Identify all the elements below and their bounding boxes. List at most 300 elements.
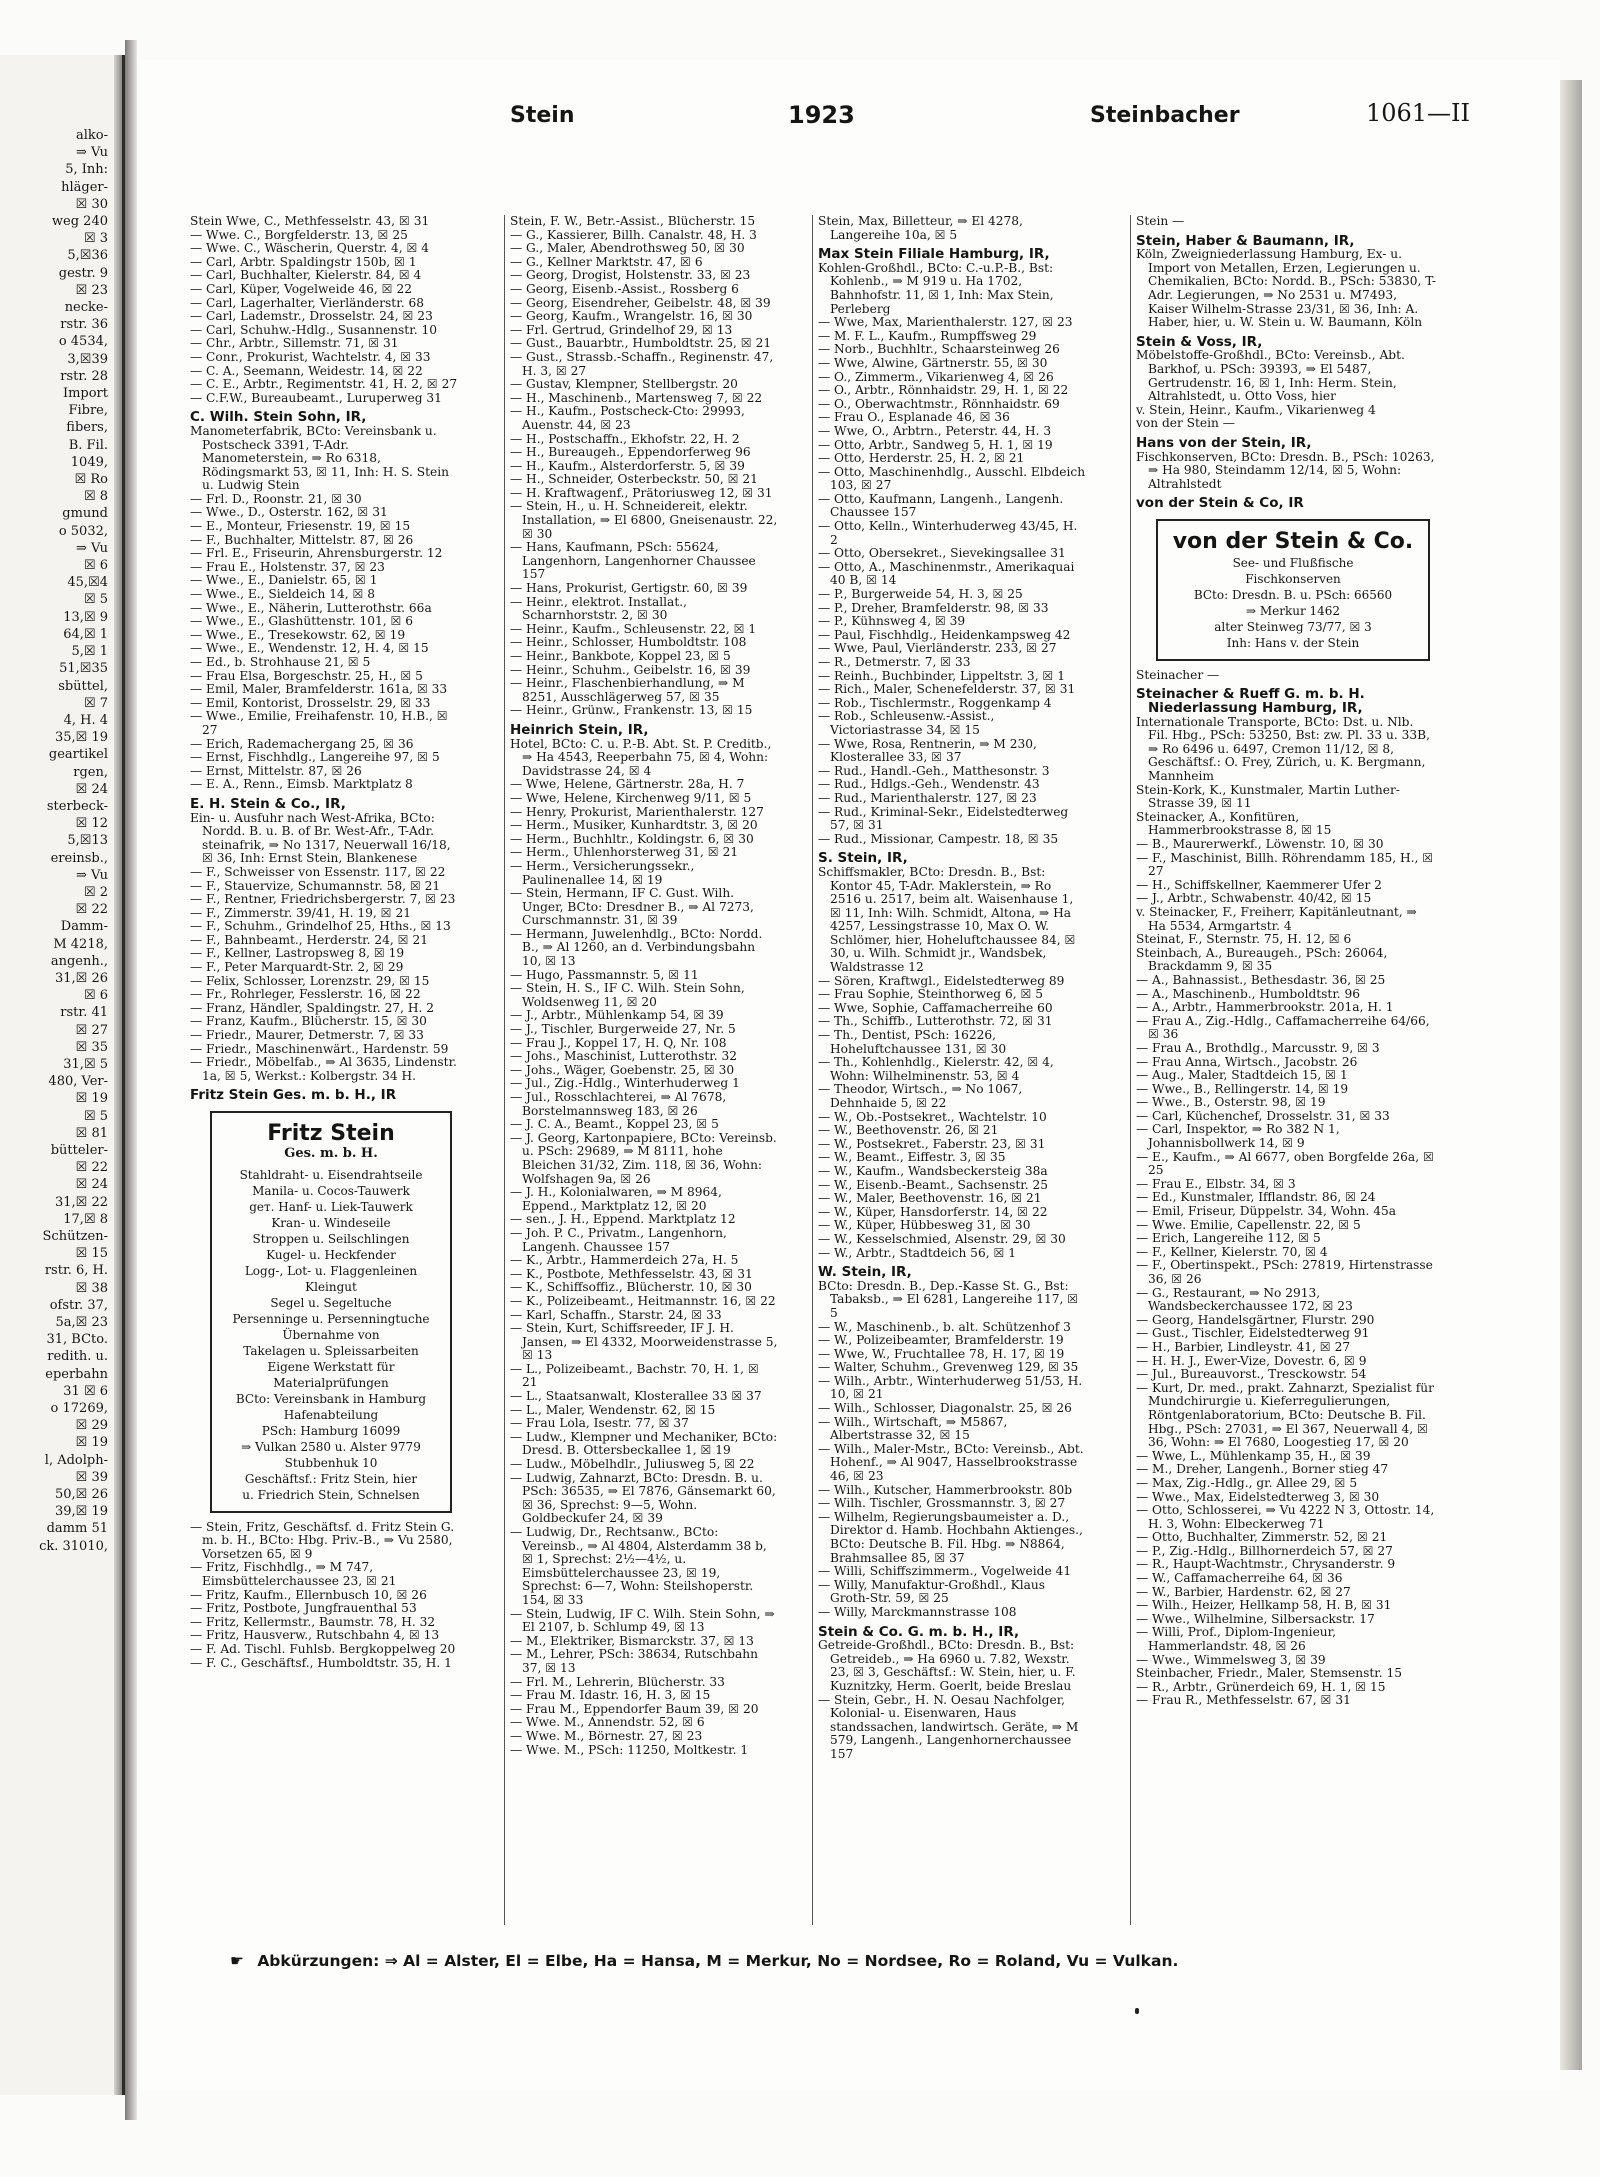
previous-page-fragment: redith. u. — [47, 1349, 108, 1365]
directory-entry: — W., Kesselschmied, Alsenstr. 29, ☒ 30 — [818, 1231, 1066, 1246]
previous-page-fragment: 480, Ver- — [48, 1074, 108, 1090]
header-page-number: 1061—II — [1365, 99, 1470, 127]
previous-page-fragment: hläger- — [61, 179, 108, 195]
directory-entry: — B., Maurerwerkf., Löwenstr. 10, ☒ 30 — [1136, 837, 1384, 851]
directory-entry: — Paul, Fischhdlg., Heidenkampsweg 42 — [818, 627, 1071, 642]
previous-page-fragment: 4, H. 4 — [63, 712, 108, 728]
book-gutter — [125, 40, 137, 2120]
directory-entry: — Fr., Rohrleger, Fesslerstr. 16, ☒ 22 — [190, 987, 421, 1002]
directory-entry: — Frau Lola, Isestr. 77, ☒ 37 — [510, 1416, 689, 1431]
ad-line: Persenninge u. Persenningtuche — [232, 1311, 430, 1326]
directory-entry: — Theodor, Wirtsch., ⇒ No 1067, Dehnhaide 5, ☒ 22 — [818, 1082, 1023, 1110]
directory-entry: — Ed., b. Strohhause 21, ☒ 5 — [190, 655, 371, 669]
ad-line: Takelagen u. Spleissarbeiten — [243, 1343, 419, 1358]
directory-entry: — Otto, Kelln., Winterhuderweg 43/45, H. 2 — [818, 519, 1078, 547]
directory-entry: — Fritz, Kaufm., Ellernbusch 10, ☒ 26 — [190, 1587, 427, 1602]
directory-entry: — K., Arbtr., Hammerdeich 27a, H. 5 — [510, 1253, 739, 1268]
ad-line: Kleingut — [305, 1279, 357, 1294]
header-right-keyword: Steinbacher — [1090, 103, 1240, 128]
directory-entry: — Wwe., E., Danielstr. 65, ☒ 1 — [190, 573, 378, 588]
directory-entry: — Rob., Tischlermstr., Roggenkamp 4 — [818, 695, 1052, 710]
firm-details: Internationale Transporte, BCto: Dst. u. Nlb. Fil. Hbg., PSch: 53250, Bst: zw. Pl. 33 u. 33B, ⇒ Ro 6496 u. 6497, Cremon 11/12, ☒ 8, Geschäftsf.: O. Frey, Zürich, u. K. Bergmann, Mannheim — [1136, 714, 1430, 784]
directory-entry: — O., Zimmerm., Vikarienweg 4, ☒ 26 — [818, 369, 1054, 384]
directory-entry: — Otto, Buchhalter, Zimmerstr. 52, ☒ 21 — [1136, 1530, 1388, 1545]
directory-entry: — Th., Kohlenhdlg., Kielerstr. 42, ☒ 4, Wohn: Wilhelminenstr. 53, ☒ 4 — [818, 1055, 1054, 1083]
directory-entry: — Wwe, Helene, Gärtnerstr. 28a, H. 7 — [510, 777, 745, 792]
directory-entry: — Johs., Maschinist, Lutterothstr. 32 — [510, 1049, 737, 1064]
directory-entry: — J. H., Kolonialwaren, ⇒ M 8964, Eppend., Marktplatz 12, ☒ 20 — [510, 1185, 722, 1213]
page-right-edge — [1560, 80, 1582, 2070]
previous-page-fragment: ☒ 35 — [75, 1039, 108, 1055]
firm-details: Getreide-Großhdl., BCto: Dresdn. B., Bst: Getreideb., ⇒ Ha 6960 u. 7.82, Wexstr. 23, ☒ 3, Geschäftsf.: W. Stein, hier, u. F. Kuznitzky, Herm. Goerlt, beide Breslau — [818, 1638, 1076, 1693]
directory-entry: — Friedr., Maurer, Detmerstr. 7, ☒ 33 — [190, 1028, 424, 1043]
directory-entry: — Wwe., Wimmelsweg 3, ☒ 39 — [1136, 1652, 1326, 1667]
previous-page-fragment: l, Adolph- — [44, 1452, 108, 1468]
ad-line: Manila- u. Cocos-Tauwerk — [252, 1183, 410, 1198]
firm-details: Schiffsmakler, BCto: Dresdn. B., Bst: Kontor 45, T-Adr. Maklerstein, ⇒ Ro 2516 u. 2517, beim alt. Waisenhause 1, ☒ 11, Inh: Wilh. Schmidt, Altona, ⇒ Ha 4257, Lessingstrasse 10, Max O. W. Schlömer, hier, Hoheluftchaussee 84, ☒ 30, u. Wilh. Schmidt jr., Wandsbek, Waldstrasse 12 — [818, 864, 1076, 975]
directory-entry: — Wwe., Wilhelmine, Silbersackstr. 17 — [1136, 1611, 1375, 1626]
directory-entry: — Rud., Handl.-Geh., Matthesonstr. 3 — [818, 763, 1050, 778]
directory-entry: — Wwe., E., Glashüttenstr. 101, ☒ 6 — [190, 614, 414, 629]
directory-entry: — Ludw., Klempner und Mechaniker, BCto: Dresd. B. Ottersbeckallee 1, ☒ 19 — [510, 1429, 778, 1458]
directory-entry: — Frau A., Brothdlg., Marcusstr. 9, ☒ 3 — [1136, 1040, 1380, 1055]
directory-entry: — Ernst, Mittelstr. 87, ☒ 26 — [190, 763, 362, 778]
header-year: 1923 — [788, 101, 855, 129]
firm-details: Manometerfabrik, BCto: Vereinsbank u. Postscheck 3391, T-Adr. Manometerstein, ⇒ Ro 6318, Rödingsmarkt 53, ☒ 11, Inh: H. S. Stein u. Ludwig Stein — [190, 423, 449, 493]
previous-page-fragment: 1049, — [70, 454, 108, 470]
ad-line: Materialprüfungen — [273, 1375, 389, 1390]
directory-entry: — Th., Schiffb., Lutterothstr. 72, ☒ 31 — [818, 1014, 1053, 1029]
directory-entry: — Hans, Kaufmann, PSch: 55624, Langenhorn, Langenhorner Chaussee 157 — [510, 540, 756, 582]
directory-entry: — Wwe., E., Tresekowstr. 62, ☒ 19 — [190, 627, 406, 642]
firm-heading: Stein & Voss, IR, — [1136, 333, 1263, 350]
directory-entry: — Carl, Arbtr. Spaldingstr 150b, ☒ 1 — [190, 254, 417, 269]
directory-entry: — Carl, Küper, Vogelweide 46, ☒ 22 — [190, 281, 412, 296]
directory-entry: — Max, Zig.-Hdlg., gr. Allee 29, ☒ 5 — [1136, 1475, 1358, 1490]
previous-page-fragment: fibers, — [66, 420, 108, 436]
firm-details: Hotel, BCto: C. u. P.-B. Abt. St. P. Creditb., ⇒ Ha 4543, Reeperbahn 75, ☒ 4, Wohn: Davidstrasse 24, ☒ 4 — [510, 736, 772, 778]
directory-entry: — H., Schiffskellner, Kaemmerer Ufer 2 — [1136, 877, 1382, 892]
previous-page-fragment: ☒ 30 — [75, 196, 108, 212]
directory-entry: — Rich., Maler, Schenefelderstr. 37, ☒ 31 — [818, 682, 1076, 697]
firm-heading: Steinacher & Rueff G. m. b. H. Niederlassung Hamburg, IR, — [1136, 686, 1365, 717]
ad-line: Segel u. Segeltuche — [270, 1295, 392, 1310]
directory-entry: — W., Ob.-Postsekret., Wachtelstr. 10 — [818, 1109, 1047, 1124]
directory-entry: — Wilh., Kutscher, Hammerbrookstr. 80b — [818, 1482, 1073, 1497]
previous-page-fragment: sbüttel, — [58, 678, 108, 694]
directory-entry: — Herm., Buchhltr., Koldingstr. 6, ☒ 30 — [510, 831, 754, 846]
firm-details: Fischkonserven, BCto: Dresdn. B., PSch: 10263, ⇒ Ha 980, Steindamm 12/14, ☒ 5, Wohn: Altrahlstedt — [1136, 449, 1435, 491]
directory-entry: — L., Staatsanwalt, Klosterallee 33 ☒ 37 — [510, 1389, 762, 1404]
directory-entry: — Willy, Manufaktur-Großhdl., Klaus Groth-Str. 59, ☒ 25 — [818, 1577, 1045, 1606]
directory-entry: — L., Maler, Wendenstr. 62, ☒ 15 — [510, 1402, 716, 1417]
directory-entry: — Ed., Kunstmaler, Ifflandstr. 86, ☒ 24 — [1136, 1190, 1376, 1205]
previous-page-fragment: rstr. 6, H. — [44, 1263, 108, 1279]
directory-entry: — Wwe, W., Fruchtallee 78, H. 17, ☒ 19 — [818, 1346, 1065, 1361]
directory-entry: — Wwe., Emilie, Freihafenstr. 10, H.B., ☒ 27 — [190, 709, 448, 737]
directory-entry: — Gust., Bauarbtr., Humboldtstr. 25, ☒ 21 — [510, 336, 772, 351]
directory-entry: — C.F.W., Bureaubeamt., Luruperweg 31 — [190, 390, 442, 405]
directory-entry: — Wwe, L., Mühlenkamp 35, H., ☒ 39 — [1136, 1448, 1371, 1463]
directory-entry: — Otto, Schlosserei, ⇒ Vu 4222 N 3, Ottostr. 14, H. 3, Wohn: Elbeckerweg 71 — [1136, 1503, 1435, 1531]
directory-entry: — J. C. A., Beamt., Koppel 23, ☒ 5 — [510, 1117, 719, 1132]
previous-page-fragment: gmund — [62, 506, 108, 522]
directory-entry: — Th., Dentist, PSch: 16226, Hoheluftchaussee 131, ☒ 30 — [818, 1028, 1007, 1056]
previous-page-fragment: 31,☒ 5 — [63, 1056, 108, 1072]
directory-entry: — F., Stauervize, Schumannstr. 58, ☒ 21 — [190, 878, 441, 893]
directory-entry: — Rud., Missionar, Campestr. 18, ☒ 35 — [818, 831, 1059, 846]
previous-page-fragment: 5, Inh: — [65, 162, 108, 178]
previous-page-fragment: 31,☒ 26 — [54, 970, 108, 986]
directory-entry: — Walter, Schuhm., Grevenweg 129, ☒ 35 — [818, 1360, 1079, 1375]
previous-page-fragment: 45,☒4 — [67, 575, 108, 591]
directory-entry: — Heinr., Schuhm., Geibelstr. 16, ☒ 39 — [510, 662, 751, 677]
directory-entry: — Wilh., Schlosser, Diagonalstr. 25, ☒ 26 — [818, 1401, 1072, 1416]
ad-title: Fritz Stein — [267, 1121, 395, 1146]
ad-line: alter Steinweg 73/77, ☒ 3 — [1214, 619, 1372, 634]
directory-entry: — Heinr., Schlosser, Humboldtstr. 108 — [510, 635, 747, 650]
directory-entry: — Karl, Schaffn., Starstr. 24, ☒ 33 — [510, 1307, 722, 1322]
previous-page-fragment: ☒ 24 — [75, 781, 108, 797]
previous-page-fragment: 5,☒ 1 — [71, 644, 108, 660]
directory-entry: — Wwe., E., Wendenstr. 12, H. 4, ☒ 15 — [190, 641, 429, 656]
directory-entry: — Friedr., Maschinenwärt., Hardenstr. 59 — [190, 1041, 449, 1056]
directory-entry: — Gust., Strassb.-Schaffn., Reginenstr. 47, H. 3, ☒ 27 — [510, 349, 774, 378]
firm-heading: Hans von der Stein, IR, — [1136, 434, 1312, 451]
directory-entry: — Reinh., Buchbinder, Lippeltstr. 3, ☒ 1 — [818, 668, 1065, 683]
previous-page-fragment: rstr. 41 — [60, 1005, 108, 1021]
previous-page-fragment: 39,☒ 19 — [54, 1504, 108, 1520]
directory-entry: — G., Kellner Marktstr. 47, ☒ 6 — [510, 254, 703, 269]
directory-entry: — H. H. J., Ewer-Vize, Dovestr. 6, ☒ 9 — [1136, 1353, 1367, 1368]
directory-entry: — J., Arbtr., Mühlenkamp 54, ☒ 39 — [510, 1008, 724, 1023]
directory-entry: — W., Polizeibeamter, Bramfelderstr. 19 — [818, 1333, 1064, 1348]
directory-entry: — Otto, Obersekret., Sievekingsallee 31 — [818, 546, 1066, 561]
directory-entry: — H., Bureaugeh., Eppendorferweg 96 — [510, 445, 751, 460]
previous-page-fragment: ☒ 6 — [83, 988, 108, 1004]
previous-page-fragment: ☒ 38 — [75, 1280, 108, 1296]
previous-page-fragment: 31,☒ 22 — [54, 1194, 108, 1210]
directory-entry: — Frau M., Eppendorfer Baum 39, ☒ 20 — [510, 1701, 759, 1716]
directory-entry: — M., Dreher, Langenh., Borner stieg 47 — [1136, 1462, 1389, 1477]
directory-entry: — Willi, Prof., Diplom-Ingenieur, Hammerlandstr. 48, ☒ 26 — [1136, 1625, 1337, 1654]
firm-heading: S. Stein, IR, — [818, 850, 908, 867]
previous-page-edge — [0, 55, 125, 2095]
directory-entry: von der Stein — — [1136, 416, 1235, 431]
directory-entry: — Frl. E., Friseurin, Ahrensburgerstr. 12 — [190, 546, 443, 561]
directory-entry: — Rob., Schleusenw.-Assist., Victoriastrasse 34, ☒ 15 — [818, 709, 995, 737]
directory-entry: — Georg, Drogist, Holstenstr. 33, ☒ 23 — [510, 268, 751, 283]
directory-entry: Stein, F. W., Betr.-Assist., Blücherstr. 15 — [510, 215, 756, 228]
ad-line: Hafenabteilung — [283, 1407, 379, 1422]
directory-entry: — M. F. L., Kaufm., Rumpffsweg 29 — [818, 328, 1037, 343]
directory-entry: — Franz, Händler, Spaldingstr. 27, H. 2 — [190, 1000, 434, 1015]
directory-entry: — Wilh. Tischler, Grossmannstr. 3, ☒ 27 — [818, 1496, 1066, 1511]
previous-page-fragment: ⇒ Vu — [76, 145, 108, 161]
ad-line: ⇒ Vulkan 2580 u. Alster 9779 — [241, 1439, 421, 1454]
directory-column-3 — [818, 215, 1086, 1762]
directory-entry: — M., Lehrer, PSch: 38634, Rutschbahn 37, ☒ 13 — [510, 1647, 758, 1675]
previous-page-fragment: 31, BCto. — [46, 1332, 108, 1348]
directory-entry: — Herm., Musiker, Kunhardtstr. 3, ☒ 20 — [510, 818, 758, 833]
previous-page-fragment: 64,☒ 1 — [63, 626, 108, 642]
ad-line: BCto: Vereinsbank in Hamburg — [235, 1391, 427, 1406]
directory-entry: — Frau E., Elbstr. 34, ☒ 3 — [1136, 1176, 1296, 1191]
directory-entry: — H., Kaufm., Postscheck-Cto: 29993, Auenstr. 44, ☒ 23 — [510, 404, 745, 432]
previous-page-fragment: 5,☒13 — [67, 833, 108, 849]
previous-page-fragment: bütteler- — [50, 1142, 108, 1158]
abbreviations-footer — [230, 1952, 1450, 1970]
ad-line: geт. Hanf- u. Liek-Tauwerk — [249, 1199, 413, 1214]
directory-entry: — Wwe, O., Arbtrn., Peterstr. 44, H. 3 — [818, 423, 1052, 438]
directory-entry: — J., Tischler, Burgerweide 27, Nr. 5 — [510, 1022, 736, 1037]
firm-heading: Fritz Stein Ges. m. b. H., IR — [190, 1087, 397, 1104]
directory-entry: — Carl, Lagerhalter, Vierländerstr. 68 — [190, 295, 424, 310]
directory-entry: — Frau R., Methfesselstr. 67, ☒ 31 — [1136, 1693, 1351, 1708]
directory-entry: — Wwe. Emilie, Capellenstr. 22, ☒ 5 — [1136, 1217, 1361, 1232]
directory-entry: — C. A., Seemann, Weidestr. 14, ☒ 22 — [190, 363, 423, 378]
directory-entry: — P., Zig.-Hdlg., Billhornerdeich 57, ☒ 27 — [1136, 1543, 1393, 1558]
directory-entry: — Heinr., Flaschenbierhandlung, ⇒ M 8251, Ausschlägerweg 57, ☒ 35 — [510, 676, 745, 704]
directory-entry: — Franz, Kaufm., Blücherstr. 15, ☒ 30 — [190, 1014, 427, 1029]
previous-page-fragment: ofstr. 37, — [49, 1297, 108, 1313]
directory-entry: — Georg, Eisendreher, Geibelstr. 48, ☒ 39 — [510, 295, 771, 310]
previous-page-fragment: o 17269, — [50, 1401, 108, 1417]
directory-entry: — Conr., Prokurist, Wachtelstr. 4, ☒ 33 — [190, 349, 431, 364]
directory-entry: — W., Eisenb.-Beamt., Sachsenstr. 25 — [818, 1177, 1048, 1192]
directory-entry: Stein — — [1136, 215, 1185, 228]
directory-entry: Stein-Kork, K., Kunstmaler, Martin Luther-Strasse 39, ☒ 11 — [1136, 782, 1400, 811]
directory-entry: — K., Postbote, Methfesselstr. 43, ☒ 31 — [510, 1266, 753, 1281]
advertisement-fritz-stein — [210, 1111, 452, 1513]
previous-page-fragment: ck. 31010, — [39, 1538, 108, 1554]
previous-page-fragment: B. Fil. — [68, 437, 108, 453]
directory-entry: — Frau Sophie, Steinthorweg 6, ☒ 5 — [818, 987, 1044, 1002]
directory-entry: — F., Peter Marquardt-Str. 2, ☒ 29 — [190, 960, 404, 975]
previous-page-fragment: angenh., — [50, 953, 108, 969]
directory-entry: — Frl. M., Lehrerin, Blücherstr. 33 — [510, 1674, 725, 1689]
directory-entry: — E. A., Renn., Eimsb. Marktplatz 8 — [190, 777, 413, 792]
firm-heading: von der Stein & Co, IR — [1136, 495, 1304, 512]
directory-entry: — Frl. D., Roonstr. 21, ☒ 30 — [190, 491, 362, 506]
directory-entry: — Heinr., Bankbote, Koppel 23, ☒ 5 — [510, 649, 731, 663]
directory-entry: — Heinr., Kaufm., Schleusenstr. 22, ☒ 1 — [510, 621, 757, 636]
directory-entry: — W., Maler, Beethovenstr. 16, ☒ 21 — [818, 1191, 1042, 1206]
directory-entry: — W., Beethovenstr. 26, ☒ 21 — [818, 1123, 999, 1138]
directory-entry: — J., Arbtr., Schwabenstr. 40/42, ☒ 15 — [1136, 891, 1372, 906]
previous-page-fragment: 50,☒ 26 — [54, 1487, 108, 1503]
directory-entry: — Carl, Buchhalter, Kielerstr. 84, ☒ 4 — [190, 268, 422, 283]
directory-entry: — G., Maler, Abendrothsweg 50, ☒ 30 — [510, 241, 745, 256]
previous-page-fragment: ⇒ Vu — [76, 867, 108, 883]
directory-entry: — Frau E., Holstenstr. 37, ☒ 23 — [190, 559, 385, 574]
pointing-hand-icon: ☛ — [230, 1952, 244, 1970]
directory-entry: — H., Postschaffn., Ekhofstr. 22, H. 2 — [510, 431, 740, 446]
directory-entry: — W., Barbier, Hardenstr. 62, ☒ 27 — [1136, 1584, 1351, 1599]
directory-entry: — Georg, Eisenb.-Assist., Rossberg 6 — [510, 281, 739, 296]
directory-entry: — Herm., Uhlenhorsterweg 31, ☒ 21 — [510, 845, 739, 860]
directory-entry: — H., Kaufm., Alsterdorferstr. 5, ☒ 39 — [510, 458, 745, 473]
directory-entry: Steinat, F., Sternstr. 75, H. 12, ☒ 6 — [1136, 932, 1352, 947]
directory-entry: — Wwe., B., Rellingerstr. 14, ☒ 19 — [1136, 1081, 1349, 1096]
directory-column-1 — [190, 215, 458, 1670]
firm-details: Köln, Zweigniederlassung Hamburg, Ex- u. Import von Metallen, Erzen, Legierungen u. Chemikalien, BCto: Nordd. B., PSch: 53830, T-Adr. Legierungen, ⇒ No 2531 u. M7493, Kaiser Wilhelm-Strasse 23/31, ☒ 36, Inh: A. Haber, hier, u. W. Stein u. W. Baumann, Köln — [1136, 247, 1436, 330]
ad-line: Geschäftsf.: Fritz Stein, hier — [244, 1471, 418, 1486]
directory-entry: — Herm., Versicherungssekr., Paulinenallee 14, ☒ 19 — [510, 858, 695, 887]
directory-entry: — Wwe, Max, Marienthalerstr. 127, ☒ 23 — [818, 315, 1073, 330]
directory-entry: — W., Küper, Hansdorferstr. 14, ☒ 22 — [818, 1204, 1048, 1219]
directory-entry: — Wwe. M., Annendstr. 52, ☒ 6 — [510, 1715, 705, 1730]
ad-line: Kran- u. Windeseile — [271, 1215, 391, 1230]
previous-page-fragment: ☒ 22 — [75, 1160, 108, 1176]
directory-entry: — Wilh., Arbtr., Winterhuderweg 51/53, H. 10, ☒ 21 — [818, 1373, 1083, 1402]
previous-page-fragment: ☒ 2 — [83, 884, 108, 900]
previous-page-fragment: ☒ 39 — [75, 1469, 108, 1485]
previous-page-fragment: 31 ☒ 6 — [63, 1383, 108, 1399]
directory-entry: — Carl, Lademstr., Drosselstr. 24, ☒ 23 — [190, 309, 433, 324]
firm-heading: Max Stein Filiale Hamburg, IR, — [818, 246, 1050, 263]
ad-line: Stroppen u. Seilschlingen — [252, 1231, 410, 1246]
directory-entry: — Emil, Kontorist, Drosselstr. 29, ☒ 33 — [190, 695, 431, 710]
directory-entry: — Joh. P. C., Privatm., Langenhorn, Langenh. Chaussee 157 — [510, 1225, 727, 1254]
directory-entry: — Henry, Prokurist, Marienthalerstr. 127 — [510, 804, 764, 819]
ad-title: von der Stein & Co. — [1172, 528, 1414, 554]
previous-page-fragment: ☒ 5 — [83, 1108, 108, 1124]
previous-page-fragment: rstr. 36 — [60, 317, 108, 333]
ad-line: PSch: Hamburg 16099 — [261, 1423, 401, 1438]
previous-page-fragment: ☒ 7 — [83, 695, 108, 711]
previous-page-fragment: 5a,☒ 23 — [55, 1315, 108, 1331]
previous-page-fragment: ☒ 8 — [83, 489, 108, 505]
previous-page-fragments — [0, 55, 122, 1555]
directory-column-2 — [510, 215, 778, 1757]
directory-entry: — F., Kellner, Kielerstr. 70, ☒ 4 — [1136, 1244, 1328, 1259]
directory-entry: — Fritz, Hausverw., Rutschbahn 4, ☒ 13 — [190, 1628, 440, 1643]
directory-entry: Stein, Max, Billetteur, ⇒ El 4278, Langereihe 10a, ☒ 5 — [818, 215, 1023, 242]
directory-entry: — Carl, Schuhw.-Hdlg., Susannenstr. 10 — [190, 322, 437, 337]
directory-entry: — Fritz, Kellermstr., Baumstr. 78, H. 32 — [190, 1614, 436, 1629]
directory-entry: — W., Beamt., Eiffestr. 3, ☒ 35 — [818, 1150, 1006, 1165]
directory-entry: — R., Arbtr., Grünerdeich 69, H. 1, ☒ 15 — [1136, 1679, 1386, 1694]
previous-page-fragment: ☒ 81 — [75, 1125, 108, 1141]
previous-page-fragment: 13,☒ 9 — [63, 609, 108, 625]
directory-entry: — Stein, H. S., IF C. Wilh. Stein Sohn, Woldsenweg 11, ☒ 20 — [510, 981, 745, 1009]
ad-line: ⇒ Merkur 1462 — [1245, 603, 1341, 618]
previous-page-fragment: 3,☒39 — [67, 351, 108, 367]
directory-column-4 — [1136, 215, 1436, 1708]
firm-heading: C. Wilh. Stein Sohn, IR, — [190, 409, 367, 426]
directory-entry: — Frau O., Esplanade 46, ☒ 36 — [818, 410, 1010, 425]
directory-entry: — P., Dreher, Bramfelderstr. 98, ☒ 33 — [818, 600, 1049, 615]
directory-entry: — Wwe, Paul, Vierländerstr. 233, ☒ 27 — [818, 641, 1057, 656]
directory-entry: — Georg, Kaufm., Wrangelstr. 16, ☒ 30 — [510, 309, 753, 324]
directory-entry: — F., Schweisser von Essenstr. 117, ☒ 22 — [190, 864, 446, 879]
ad-line: Fischkonserven — [1245, 571, 1341, 586]
directory-entry: — J. Georg, Kartonpapiere, BCto: Vereinsb. u. PSch: 29689, ⇒ M 8111, hohe Bleichen 31/32, Zim. 118, ☒ 36, Wohn: Wolfshagen 9a, ☒ 26 — [510, 1130, 777, 1186]
ad-line: Stahldraht- u. Eisendrahtseile — [239, 1167, 423, 1182]
column-rule — [504, 215, 505, 1925]
directory-entry: — M., Elektriker, Bismarckstr. 37, ☒ 13 — [510, 1633, 754, 1648]
directory-entry: — Felix, Schlosser, Lorenzstr. 29, ☒ 15 — [190, 973, 430, 988]
directory-entry: — Emil, Friseur, Düppelstr. 34, Wohn. 45a — [1136, 1204, 1397, 1219]
previous-page-fragment: ☒ 19 — [75, 1091, 108, 1107]
directory-entry: — Wwe. C., Borgfelderstr. 13, ☒ 25 — [190, 227, 408, 242]
directory-entry: — W., Arbtr., Stadtdeich 56, ☒ 1 — [818, 1245, 1016, 1260]
firm-details: Kohlen-Großhdl., BCto: C.-u.P.-B., Bst: Kohlenb., ⇒ M 919 u. Ha 1702, Bahnhofstr. 11, ☒ 1, Inh: Max Stein, Perleberg — [818, 260, 1054, 316]
directory-entry: — C. E., Arbtr., Regimentstr. 41, H. 2, ☒ 27 — [190, 377, 458, 392]
previous-page-fragment: ☒ 6 — [83, 558, 108, 574]
previous-page-fragment: rstr. 28 — [60, 368, 108, 384]
column-rule — [1130, 215, 1131, 1925]
directory-entry: — Frau M. Idastr. 16, H. 3, ☒ 15 — [510, 1688, 711, 1703]
directory-entry: — R., Haupt-Wachtmstr., Chrysanderstr. 9 — [1136, 1557, 1396, 1572]
previous-page-fragment: weg 240 — [51, 214, 108, 230]
ad-line: Übernahme von — [282, 1327, 380, 1342]
directory-entry: — Wwe, Helene, Kirchenweg 9/11, ☒ 5 — [510, 790, 752, 805]
directory-entry: — Stein, Ludwig, IF C. Wilh. Stein Sohn, ⇒ El 2107, b. Schlump 49, ☒ 13 — [510, 1606, 775, 1635]
ad-line: Stubbenhuk 10 — [284, 1455, 378, 1470]
column-rule — [812, 215, 813, 1925]
directory-entry: — Wwe. C., Wäscherin, Querstr. 4, ☒ 4 — [190, 241, 430, 256]
previous-page-fragment: alko- — [75, 128, 108, 143]
directory-entry: — H., Schneider, Osterbeckstr. 50, ☒ 21 — [510, 472, 758, 487]
directory-entry: — Otto, Arbtr., Sandweg 5, H. 1, ☒ 19 — [818, 437, 1053, 452]
directory-entry: — G., Restaurant, ⇒ No 2913, Wandsbeckerchaussee 172, ☒ 23 — [1136, 1285, 1353, 1314]
directory-entry: — Frau J., Koppel 17, H. Q, Nr. 108 — [510, 1035, 727, 1050]
directory-entry: — W., Küper, Hübbesweg 31, ☒ 30 — [818, 1218, 1031, 1233]
directory-entry: — Ludw., Möbelhdlr., Juliusweg 5, ☒ 22 — [510, 1457, 755, 1472]
directory-entry: — O., Oberwachtmstr., Rönnhaidstr. 69 — [818, 396, 1060, 411]
directory-entry: — L., Polizeibeamt., Bachstr. 70, H. 1, ☒ 21 — [510, 1361, 759, 1390]
directory-entry: — G., Kassierer, Billh. Canalstr. 48, H. 3 — [510, 227, 757, 242]
directory-entry: — Otto, Maschinenhdlg., Ausschl. Elbdeich 103, ☒ 27 — [818, 464, 1086, 493]
directory-entry: — Hermann, Juwelenhdlg., BCto: Nordd. B., ⇒ Al 1260, an d. Verbindungsbahn 10, ☒ 13 — [510, 926, 763, 969]
directory-entry: — F., Zimmerstr. 39/41, H. 19, ☒ 21 — [190, 905, 411, 920]
directory-entry: — F., Bahnbeamt., Herderstr. 24, ☒ 21 — [190, 932, 428, 947]
ad-line: See- und Flußfische — [1232, 555, 1354, 570]
directory-entry: — Heinr., Grünw., Frankenstr. 13, ☒ 15 — [510, 703, 753, 718]
directory-entry: — Wwe., E., Näherin, Lutterothstr. 66a — [190, 600, 432, 615]
directory-entry: — Gustav, Klempner, Stellbergstr. 20 — [510, 377, 738, 392]
directory-entry: — Jul., Rosschlachterei, ⇒ Al 7678, Borstelmannsweg 183, ☒ 26 — [510, 1090, 727, 1118]
directory-entry: — Frau Anna, Wirtsch., Jacobstr. 26 — [1136, 1054, 1358, 1069]
directory-entry: — F., Schuhm., Grindelhof 25, Hths., ☒ 13 — [190, 919, 451, 934]
directory-entry: — Hugo, Passmannstr. 5, ☒ 11 — [510, 967, 699, 982]
directory-entry: — A., Maschinenb., Humboldtstr. 96 — [1136, 986, 1361, 1001]
directory-entry: — Willi, Schiffszimmerm., Vogelweide 41 — [818, 1564, 1072, 1579]
directory-entry: — Rud., Kriminal-Sekr., Eidelstedterweg 57, ☒ 31 — [818, 804, 1069, 833]
directory-entry: — Wwe, Rosa, Rentnerin, ⇒ M 230, Klosterallee 33, ☒ 37 — [818, 736, 1037, 765]
previous-page-fragment: Fibre, — [68, 403, 108, 419]
directory-entry: — H., Barbier, Lindleystr. 41, ☒ 27 — [1136, 1339, 1351, 1354]
previous-page-fragment: sterbeck- — [46, 798, 108, 814]
previous-page-fragment: ☒ Ro — [74, 472, 108, 488]
directory-entry: — F., Buchhalter, Mittelstr. 87, ☒ 26 — [190, 532, 414, 547]
directory-entry: — O., Arbtr., Rönnhaidstr. 29, H. 1, ☒ 22 — [818, 383, 1069, 398]
previous-page-fragment: ☒ 15 — [75, 1246, 108, 1262]
directory-entry: — Norb., Buchhltr., Schaarsteinweg 26 — [818, 342, 1060, 357]
print-speck — [1135, 2008, 1139, 2014]
directory-entry: — Wilh., Wirtschaft, ⇒ M5867, Albertstrasse 32, ☒ 15 — [818, 1414, 1008, 1443]
directory-entry: — Emil, Maler, Bramfelderstr. 161a, ☒ 33 — [190, 682, 448, 697]
previous-page-fragment: Schützen- — [42, 1229, 108, 1244]
directory-entry: — Erich, Rademachergang 25, ☒ 36 — [190, 736, 414, 751]
directory-entry: — Otto, A., Maschinenmstr., Amerikaquai 40 B, ☒ 14 — [818, 559, 1075, 588]
firm-details: Möbelstoffe-Großhdl., BCto: Vereinsb., Abt. Barkhof, u. PSch: 39393, ⇒ El 5487, Gertrudenstr. 16, ☒ 1, Inh: Herm. Stein, Altrahlstedt, u. Otto Voss, hier — [1136, 348, 1405, 404]
ad-line: Inh: Hans v. der Stein — [1226, 635, 1360, 650]
directory-entry: — R., Detmerstr. 7, ☒ 33 — [818, 655, 971, 669]
firm-heading: E. H. Stein & Co., IR, — [190, 795, 346, 812]
